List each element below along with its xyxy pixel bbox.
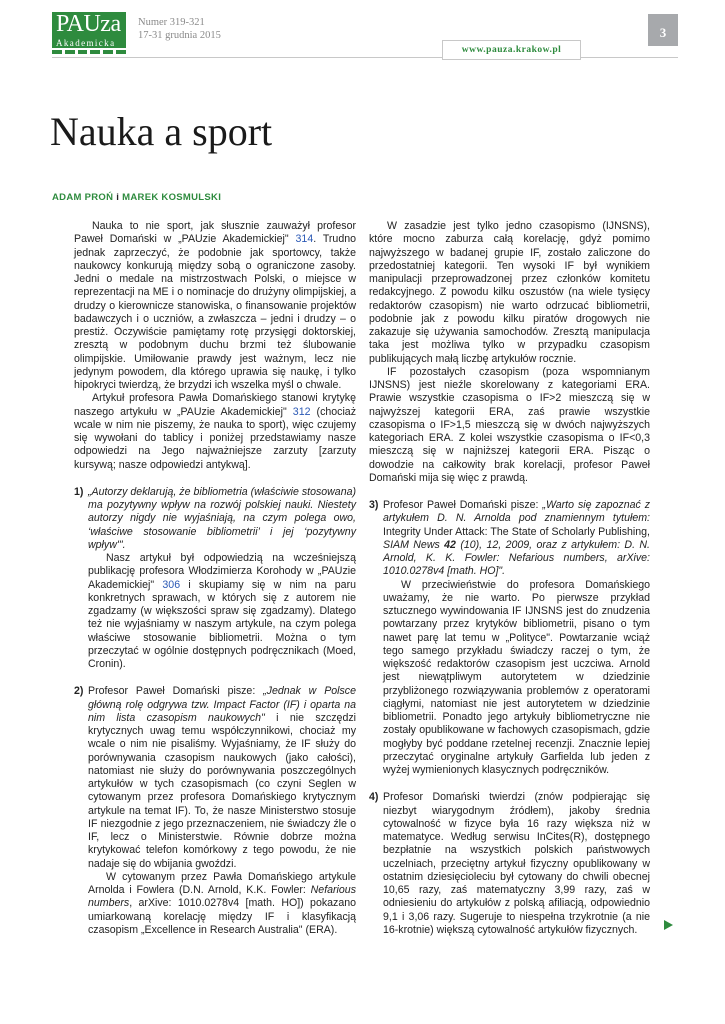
quote: (10), 12, 2009, oraz z artykułem: D. N. Arnold, K. K. Fowler: Nefarious numbers, arXive: 1010.0278v4 [math. HO]". [383, 538, 650, 578]
pauza-logo[interactable] [52, 12, 126, 48]
paragraph-correlation: W zasadzie jest tylko jedno czasopismo (IJNSNS), które mocno zaburza całą korelację, gdyż pomimo najwyższego w badanej grupie IF, zostało zaliczone do przedostatniej kategorii. Ten wysoki IF był wynikiem manipulacji przeprowadzonej przez członków komitetu redakcyjnego. Z powodu kilku oszustów (na wiele tysięcy redaktorów czasopism) nie warto odrzucać bibliometrii, podobnie jak z powodu kilku piratów drogowych nie zakazuje się używania samochodów. Zresztą manipulacja taka jest możliwa tylko w przypadku czasopism publikujących małą liczbę artykułów rocznie. [369, 220, 650, 365]
issue-info [138, 16, 221, 42]
paragraph-intro [74, 220, 356, 392]
point-number: 4) [369, 791, 379, 804]
point-3 [369, 499, 650, 579]
text: Nasz artykuł był odpowiedzią na wcześniejszą publikację profesora Włodzimierza Korohody w „PAUzie Akademickiej" [88, 552, 356, 591]
article-title: Nauka a sport [50, 109, 273, 154]
paragraph-context [74, 392, 356, 472]
point-2 [74, 685, 356, 871]
article-authors [52, 192, 221, 203]
website-link[interactable]: www.pauza.krakow.pl [442, 40, 581, 60]
text: Nauka to nie sport, jak słusznie zauważył profesor Paweł Domański w „PAUzie Akademickiej" [74, 220, 356, 246]
text: . Trudno jednak zaprzeczyć, że podobnie jak sportowcy, także naukowcy konkurują między sobą o ograniczone zasoby. Jedni o medale na mistrzostwach Polski, o miejsce w reprezentacji na ME i o nominacje do drużyny olimpijskiej, a drudzy o kierownicze stanowiska, o finansowanie projektów badawczych i o uczniów, a zwłaszcza – jedni i drudzy – o prestiż. Oczywiście pamiętamy rotę przysięgi doktorskiej, zresztą w podobnym duchu brzmi też ślubowanie olimpijskie. Umiłowanie prawdy jest ważnym, lecz nie jedynym powodem, dla którego uprawia się naukę, i tylko hipokryci twierdzą, że brzydzi ich wszelka myśl o chwale. [74, 233, 356, 391]
point-1-quote [74, 486, 356, 552]
text: Profesor Paweł Domański pisze: [383, 499, 543, 511]
text: Integrity Under Attack: The State of Scholarly Publishing, [383, 525, 650, 538]
header-divider [52, 57, 442, 58]
quote: „Warto się zapoznać z artykułem D. N. Arnolda pod znamiennym tytułem: [383, 499, 651, 525]
journal-volume: 42 [444, 538, 456, 551]
issue-reference-link[interactable]: 306 [162, 578, 181, 591]
text: i skupiamy się w nim na paru konkretnych sprawach, w których się z autorem nie zgadzamy (w większości spraw się zgadzamy). Dlatego też nie wyjaśniamy w naszym artykule, na czym polega właściwe stosowanie bibliometrii. Można o tym przeczytać w ogólnie dostępnych podręcznikach (Moed, Cronin). [88, 578, 356, 670]
issue-reference-link[interactable]: 314 [295, 233, 314, 246]
text: W cytowanym przez Pawła Domańskiego artykule Arnolda i Fowlera (D.N. Arnold, K.K. Fowler: [88, 870, 356, 896]
text: (chociaż wcale w nim nie piszemy, że nauka to sport), więc czujemy się wywołani do tablicy i poniżej przedstawiamy nasze odpowiedzi na Jego najważniejsze zarzuty [zarzuty kursywą; nasze odpowiedzi antykwą]. [74, 405, 356, 471]
continue-arrow-icon[interactable] [664, 920, 673, 930]
logo-sub: Akademicka [56, 38, 116, 48]
journal-name: SIAM News [383, 538, 445, 551]
text: Artykuł profesora Pawła Domańskiego stanowi krytykę naszego artykułu w „PAUzie Akademickiej" [74, 392, 356, 418]
issue-reference-link[interactable]: 312 [292, 405, 311, 418]
quote: „Jednak w Polsce główną rolę odgrywa tzw. Impact Factor (IF) i oparta na nim lista czasopism naukowych" [88, 685, 356, 724]
issue-date: 17-31 grudnia 2015 [138, 30, 221, 41]
issue-number: Numer 319-321 [138, 17, 205, 28]
text: Profesor Paweł Domański pisze: [88, 685, 264, 698]
author-2: MAREK KOSMULSKI [122, 192, 222, 203]
paragraph-era: IF pozostałych czasopism (poza wspomnianym IJNSNS) jest nieźle skorelowany z kategoriami ERA. Prawie wszystkie czasopisma o IF>2 mieszczą się w najwyższej kategorii ERA, zaś prawie wszystkie czasopisma o IF>1,5 mieszczą się w dwóch najwyższych kategoriach ERA. Z kolei wszystkie czasopisma o IF<0,3 mieszczą się w najniższej kategorii ERA. Pisząc o dowodzie na całkowity brak korelacji, profesor Paweł Domański mija się więc z prawdą. [369, 365, 650, 484]
point-2-continued [74, 871, 356, 937]
point-3-answer: W przeciwieństwie do profesora Domańskiego uważamy, że nie warto. Po pierwsze przykład sztucznego wywindowania IF IJNSNS jest do znudzenia powtarzany przez krytyków bibliometrii, pisano o tym nawet parę lat temu w „Polityce". Powtarzanie wciąż tego samego przykładu świadczy raczej o tym, że większość redaktorów czasopism jest uczciwa. Arnold jest niewątpliwym autorytetem w dziedzinie przybliżonego rozwiązywania problemów z operatorami ciągłymi, natomiast nie jest autorytetem w dziedzinie bibliometrii. Ponadto jego artykuły bibliometryczne nie zostały opublikowane w fachowych czasopismach, gdzie mogłyby być poddane rzetelnej recenzji. Znacznie lepiej przeczytać oryginalne artykuły Garfielda lub jeden z wyżej wymienionych klasycznych podręczników. [383, 578, 650, 776]
header-divider-right [580, 57, 678, 58]
quote: „Autorzy deklarują, że bibliometria (właściwie stosowana) ma pozytywny wpływ na rozwój polskiej nauki. Niestety autorzy nigdy nie wyjaśniają, na czym polega owo, ‘właściwe stosowanie bibliometrii’ i jej ‘pozytywny wpływ'". [88, 485, 356, 551]
left-column [74, 220, 356, 937]
page-number: 3 [648, 14, 678, 46]
article-title-ref: Nefarious numbers [88, 884, 356, 910]
text: , arXive: 1010.0278v4 [math. HO]) pokazano umiarkowaną korelację między IF i klasyfikacją czasopism „Excellence in Research Australia" (ERA). [88, 897, 356, 936]
author-conjunction: i [116, 192, 120, 203]
right-column [369, 220, 650, 937]
point-4 [369, 791, 650, 937]
author-1: ADAM PROŃ [52, 192, 114, 203]
logo-main: PAUza [56, 11, 121, 37]
point-number: 2) [74, 685, 84, 698]
text: Profesor Domański twierdzi (znów podpierając się niezbyt wiarygodnym źródłem), jakoby średnia cytowalność w fizyce była 16 razy większa niż w matematyce. Według serwisu InCites(R), dostępnego bezpłatnie na wszystkich polskich państwowych uczelniach, przeciętny artykuł fizyczny opublikowany w ostatnim dziesięcioleciu był cytowany do chwili obecnej 10,65 razy, zaś matematyczny 3,99 razy, zaś w odniesieniu do artykułów z polską afiliacją, odpowiednio 9,1 i 3,06 razy. Sugeruje to niespełna trzykrotnie (a nie 16-krotnie) większą cytowalność artykułów fizycznych. [383, 791, 650, 936]
point-1-answer [74, 552, 356, 671]
point-number: 1) [74, 485, 84, 498]
text: i nie szczędzi krytycznych uwag temu współczynnikowi, chociaż my wcale o nim nie pisaliśmy. Wyjaśniamy, że IF służy do porównywania czasopism naukowych (jako całości), natomiast nie służy do porównywania poszczególnych artykułów w tych czasopismach (co czyni Seglen w cytowanym przez profesora Domańskiego krytycznym artykule na temat IF). To, że nasze Ministerstwo stosuje IF niezgodnie z jego przeznaczeniem, nie świadczy źle o IF, lecz o Ministerstwie. Równie dobrze można krytykować telefon komórkowy z tego powodu, że nie nadaje się do wbijania gwoździ. [88, 711, 356, 870]
logo-decoration [52, 50, 126, 54]
point-number: 3) [369, 499, 379, 511]
